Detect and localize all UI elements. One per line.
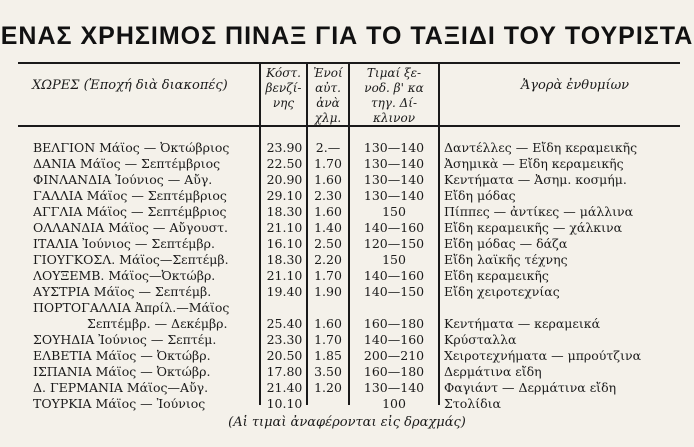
header-hotel: Τιμαί ξε- νοδ. β' κα τηγ. Δί- κλινον: [364, 66, 424, 125]
hotel-cell: 200—210: [363, 348, 425, 363]
country-cell: ΔΑΝΙΑ Μάϊος — Σεπτέμβριος: [33, 156, 221, 171]
country-cell: ΠΟΡΤΟΓΑΛΛΙΑ Ἀπρίλ.—Μάϊος: [33, 300, 230, 315]
country-cell: ΟΛΛΑΝΔΙΑ Μάϊος — Αὔγουστ.: [33, 220, 228, 235]
country-cell: ΙΤΑΛΙΑ Ἰούνιος — Σεπτέμβρ.: [33, 236, 215, 251]
cost-cell: 17.80: [266, 364, 303, 379]
hotel-cell: 130—140: [363, 140, 425, 155]
hotel-cell: 130—140: [363, 156, 425, 171]
country-cell: ΣΟΥΗΔΙΑ Ἰούνιος — Σεπτέμ.: [33, 332, 217, 347]
hotel-cell: 140—160: [363, 220, 425, 235]
rent-cell: 2.—: [315, 140, 341, 155]
header-country: ΧΩΡΕΣ (Ἐποχή διὰ διακοπές): [32, 78, 228, 93]
table-row: [0, 188, 694, 204]
header-rent: Ἐνοί αὐτ. ἀνὰ χλμ.: [313, 66, 343, 125]
country-cell: ΦΙΝΛΑΝΔΙΑ Ἰούνιος — Αὔγ.: [33, 172, 213, 187]
country-cell: ΓΑΛΛΙΑ Μάϊος — Σεπτέμβριος: [33, 188, 227, 203]
hotel-cell: 140—160: [363, 332, 425, 347]
rent-cell: 1.85: [314, 348, 342, 363]
cost-cell: 29.10: [266, 188, 303, 203]
rent-cell: 1.70: [314, 268, 342, 283]
souvenir-cell: Πίππες — ἀντίκες — μάλλινα: [444, 204, 634, 219]
cost-cell: 23.90: [266, 140, 303, 155]
country-cell: ΑΓΓΛΙΑ Μάϊος — Σεπτέμβριος: [33, 204, 227, 219]
cost-cell: 10.10: [266, 396, 303, 411]
souvenir-cell: Δερμάτινα εἴδη: [444, 364, 542, 379]
rent-cell: 1.60: [314, 204, 342, 219]
hotel-cell: 150: [382, 204, 406, 219]
cost-cell: 16.10: [266, 236, 303, 251]
souvenir-cell: Εἴδη μόδας: [444, 188, 516, 203]
country-cell: ΕΛΒΕΤΙΑ Μάϊος — Ὀκτώβρ.: [33, 348, 211, 363]
page-title: ΕΝΑΣ ΧΡΗΣΙΜΟΣ ΠΙΝΑΞ ΓΙΑ ΤΟ ΤΑΞΙΔΙ ΤΟΥ ΤΟΥΡΙΣΤΑ: [0, 22, 694, 50]
souvenir-cell: Εἴδη λαϊκῆς τέχνης: [444, 252, 568, 267]
table-row: [0, 332, 694, 348]
souvenir-cell: Φαγιάντ — Δερμάτινα εἴδη: [444, 380, 617, 395]
souvenir-cell: Κεντήματα — Ἀσημ. κοσμήμ.: [444, 172, 627, 187]
souvenir-cell: Στολίδια: [444, 396, 501, 411]
country-cell: ΛΟΥΞΕΜΒ. Μάϊος—Ὀκτώβρ.: [33, 268, 216, 283]
cost-cell: 20.90: [266, 172, 303, 187]
souvenir-cell: Εἴδη μόδας — δάζα: [444, 236, 568, 251]
table-row: [0, 396, 694, 412]
souvenir-cell: Εἴδη χειροτεχνίας: [444, 284, 560, 299]
rent-cell: 1.90: [314, 284, 342, 299]
cost-cell: 21.10: [266, 268, 303, 283]
table-row: [0, 316, 694, 332]
table-row: [0, 236, 694, 252]
rent-cell: 2.20: [314, 252, 342, 267]
price-note: (Αἱ τιμαὶ ἀναφέρονται εἰς δραχμάς): [228, 415, 466, 430]
hotel-cell: 160—180: [363, 364, 425, 379]
country-cell: ΙΣΠΑΝΙΑ Μάϊος — Ὀκτώβρ.: [33, 364, 211, 379]
hotel-cell: 130—140: [363, 188, 425, 203]
table-row: [0, 220, 694, 236]
rent-cell: 3.50: [314, 364, 342, 379]
hotel-cell: 100: [382, 396, 406, 411]
hotel-cell: 130—140: [363, 380, 425, 395]
country-cell: Δ. ΓΕΡΜΑΝΙΑ Μάϊος—Αὔγ.: [33, 380, 209, 395]
country-cell: ΑΥΣΤΡΙΑ Μάϊος — Σεπτέμβ.: [33, 284, 212, 299]
souvenir-cell: Εἴδη κεραμεικῆς: [444, 268, 549, 283]
table-row: [0, 268, 694, 284]
souvenir-cell: Εἴδη κεραμεικῆς — χάλκινα: [444, 220, 623, 235]
country-cell: ΓΙΟΥΓΚΟΣΛ. Μάϊος—Σεπτέμβ.: [33, 252, 229, 267]
cost-cell: 19.40: [266, 284, 303, 299]
hotel-cell: 150: [382, 252, 406, 267]
souvenir-cell: Κρύσταλλα: [444, 332, 517, 347]
rent-cell: 1.60: [314, 316, 342, 331]
cost-cell: 21.40: [266, 380, 303, 395]
table-row: [0, 172, 694, 188]
cost-cell: 18.30: [266, 252, 303, 267]
country-cell: ΤΟΥΡΚΙΑ Μάϊος — Ἰούνιος: [33, 396, 206, 411]
hotel-cell: 140—160: [363, 268, 425, 283]
rent-cell: 1.70: [314, 332, 342, 347]
rent-cell: 1.70: [314, 156, 342, 171]
cost-cell: 21.10: [266, 220, 303, 235]
table-row: [0, 156, 694, 172]
rent-cell: 2.30: [314, 188, 342, 203]
cost-cell: 25.40: [266, 316, 303, 331]
rent-cell: 1.60: [314, 172, 342, 187]
rent-cell: 1.40: [314, 220, 342, 235]
cost-cell: 22.50: [266, 156, 303, 171]
souvenir-cell: Χειροτεχνήματα — μπρούτζινα: [444, 348, 642, 363]
hotel-cell: 120—150: [363, 236, 425, 251]
cost-cell: 18.30: [266, 204, 303, 219]
rent-cell: 1.20: [314, 380, 342, 395]
hotel-cell: 160—180: [363, 316, 425, 331]
souvenir-cell: Ἀσημικὰ — Εἴδη κεραμεικῆς: [444, 156, 624, 171]
country-cell: ΒΕΛΓΙΟΝ Μάϊος — Ὀκτώβριος: [33, 140, 230, 155]
table-row: [0, 380, 694, 396]
hotel-cell: 140—150: [363, 284, 425, 299]
cost-cell: 20.50: [266, 348, 303, 363]
hotel-cell: 130—140: [363, 172, 425, 187]
table-row: [0, 204, 694, 220]
header-souvenirs: Ἀγορὰ ἐνθυμίων: [520, 78, 630, 93]
souvenir-cell: Κεντήματα — κεραμεικά: [444, 316, 601, 331]
header-cost: Κόστ. βενζί- νης: [265, 66, 302, 110]
cost-cell: 23.30: [266, 332, 303, 347]
table-row: [0, 284, 694, 300]
table-row: [0, 364, 694, 380]
rent-cell: 2.50: [314, 236, 342, 251]
table-row: [0, 348, 694, 364]
table-row: [0, 300, 694, 316]
country-cell: Σεπτέμβρ. — Δεκέμβρ.: [87, 316, 228, 331]
table-row: [0, 140, 694, 156]
souvenir-cell: Δαντέλλες — Εἴδη κεραμεικῆς: [444, 140, 638, 155]
table-row: [0, 252, 694, 268]
